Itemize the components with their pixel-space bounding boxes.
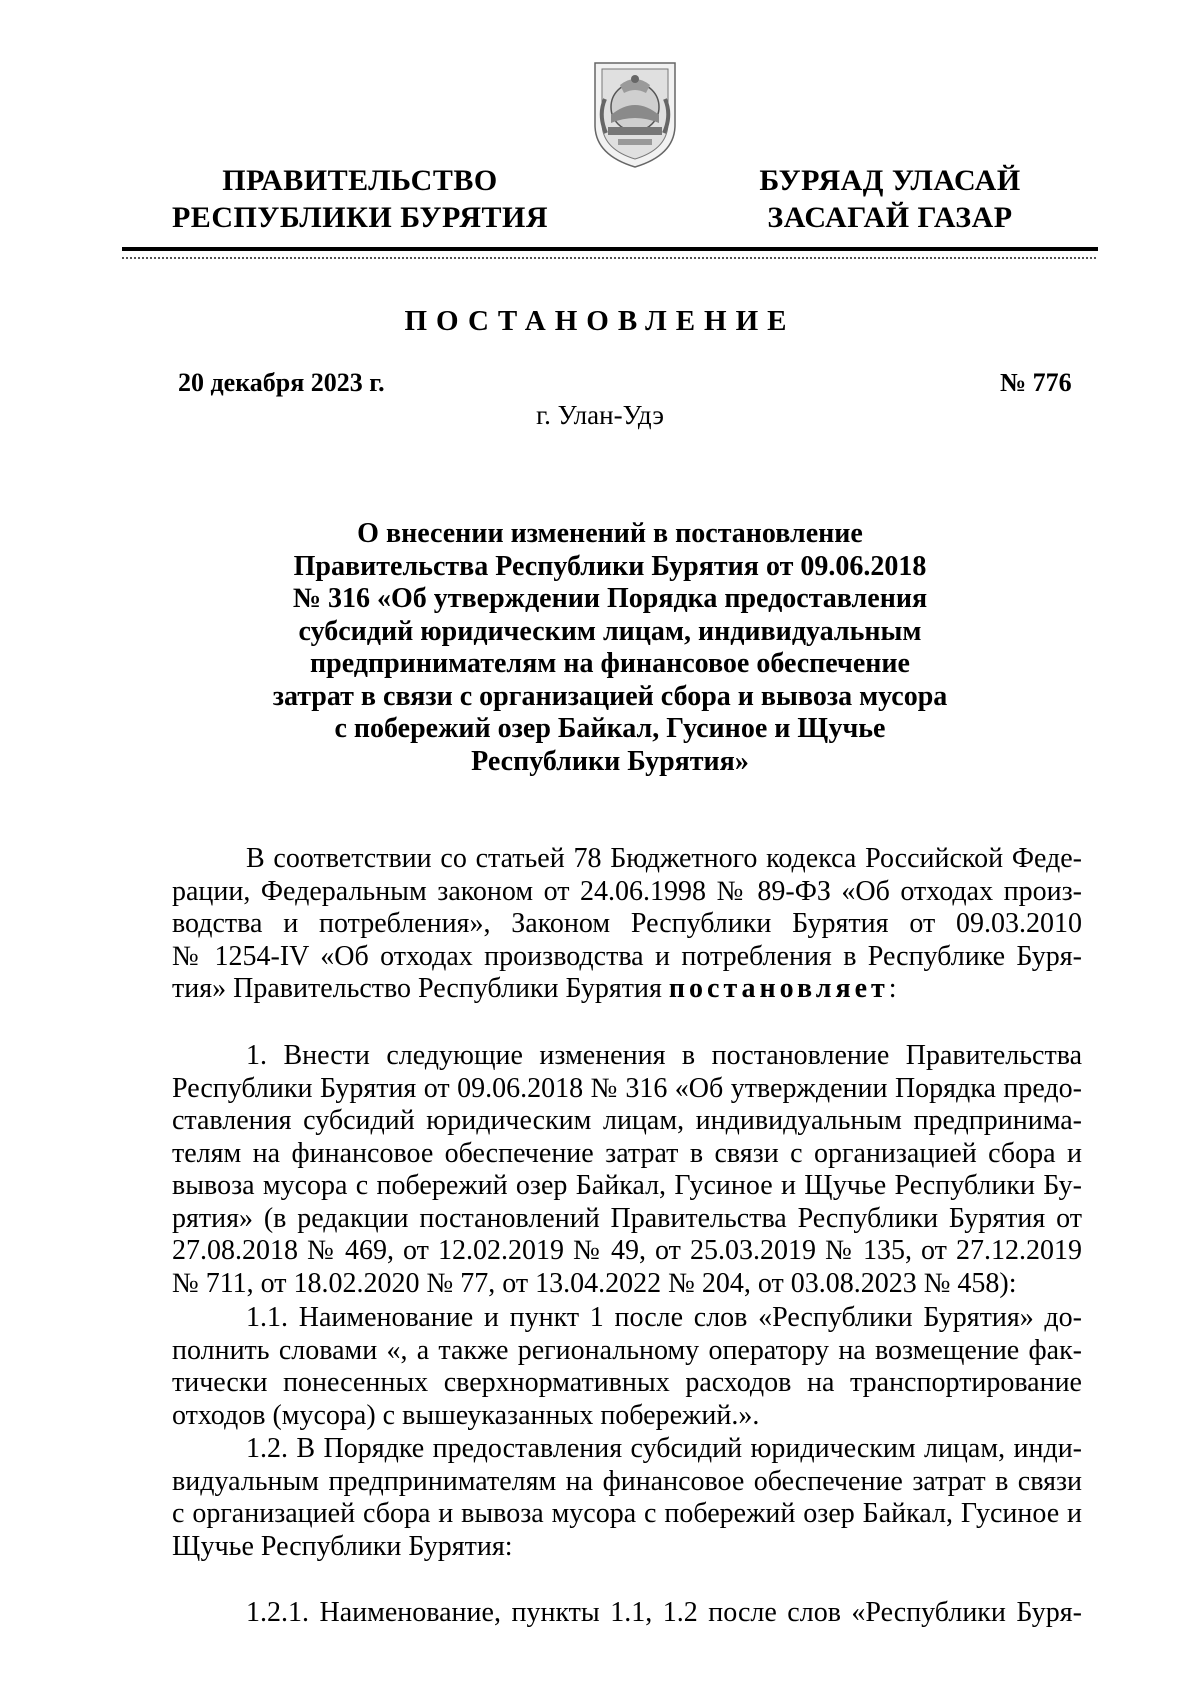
text-line: 1.2.1. Наименование, пункты 1.1, 1.2 после слов «Республики Буря- [246,1597,1082,1628]
subject-line: № 316 «Об утверждении Порядка предоставления [292,583,928,614]
decree-word: постановляет [668,973,889,1004]
government-name-bur [745,162,1035,236]
header-left-line1: ПРАВИТЕЛЬСТВО [222,164,498,197]
document-number: № 776 [1000,368,1072,397]
subject-line: субсидий юридическим лицам, индивидуальным [298,615,922,647]
text-line: рации, Федеральным законом от 24.06.1998 № 89-ФЗ «Об отходах произ- [172,875,1082,907]
text-line: № 711, от 18.02.2020 № 77, от 13.04.2022 № 204, от 03.08.2023 № 458): [172,1267,1017,1299]
item-1-2-1-paragraph [172,1597,1082,1630]
text-line: видуальным предпринимателям на финансовое обеспечение затрат в связи [172,1465,1082,1497]
text-line: с организацией сбора и вывоза мусора с побережий озер Байкал, Гусиное и [172,1498,1082,1529]
header-left-line2: РЕСПУБЛИКИ БУРЯТИЯ [171,201,549,234]
header-right-line2: ЗАСАГАЙ ГАЗАР [767,201,1013,234]
text-line: отходов (мусора) с вышеуказанных побережий.». [172,1399,760,1431]
item-1-2-paragraph [172,1433,1082,1563]
document-subject [250,518,970,778]
text-line: 27.08.2018 № 469, от 12.02.2019 № 49, от 25.03.2019 № 135, от 27.12.2019 [172,1235,1082,1266]
coat-of-arms-emblem [590,55,680,170]
decree-colon: : [888,973,897,1004]
text-line: Республики Бурятия от 09.06.2018 № 316 «Об утверждении Порядка предо- [172,1072,1082,1104]
text-line: вывоза мусора с побережий озер Байкал, Гусиное и Щучье Республики Бу- [172,1170,1082,1201]
text-line: Щучье Республики Бурятия: [172,1530,513,1562]
text-line: 1.1. Наименование и пункт 1 после слов «Республики Бурятия» до- [246,1302,1082,1333]
header-divider-thin [122,257,1098,259]
text-line: тически понесенных сверхнормативных расходов на транспортирование [172,1367,1082,1398]
preamble-paragraph [172,843,1082,1006]
document-city: г. Улан-Удэ [536,400,664,430]
text-line [172,973,1082,1006]
text-line: телям на финансовое обеспечение затрат в связи с организацией сбора и [172,1137,1082,1169]
item-1-paragraph [172,1040,1082,1300]
item-1-1-paragraph [172,1302,1082,1432]
government-name-ru [165,162,555,236]
document-date: 20 декабря 2023 г. [178,368,385,397]
subject-line: с побережий озер Байкал, Гусиное и Щучье [334,713,886,744]
header-divider-thick [122,247,1098,251]
subject-line: предпринимателям на финансовое обеспечение [310,648,910,679]
text-line: полнить словами «, а также региональному оператору на возмещение фак- [172,1334,1082,1366]
document-type-title: ПОСТАНОВЛЕНИЕ [404,305,796,337]
preamble-last-text: тия» Правительство Республики Бурятия [172,973,662,1004]
text-line: № 1254-IV «Об отходах производства и потребления в Республике Буря- [172,940,1082,972]
subject-line: Республики Бурятия» [471,745,749,777]
text-line: В соответствии со статьей 78 Бюджетного кодекса Российской Феде- [246,843,1082,874]
text-line: 1. Внести следующие изменения в постановление Правительства [246,1040,1082,1071]
header-right-line1: БУРЯАД УЛАСАЙ [759,164,1021,197]
subject-line: затрат в связи с организацией сбора и вывоза мусора [272,680,948,712]
text-line: водства и потребления», Законом Республики Бурятия от 09.03.2010 [172,908,1082,939]
text-line: рятия» (в редакции постановлений Правительства Республики Бурятия от [172,1202,1082,1234]
text-line: 1.2. В Порядке предоставления субсидий юридическим лицам, инди- [246,1433,1082,1464]
subject-line: Правительства Республики Бурятия от 09.06.2018 [293,550,927,582]
text-line: ставления субсидий юридическим лицам, индивидуальным предпринима- [172,1105,1082,1136]
subject-line: О внесении изменений в постановление [357,518,863,549]
